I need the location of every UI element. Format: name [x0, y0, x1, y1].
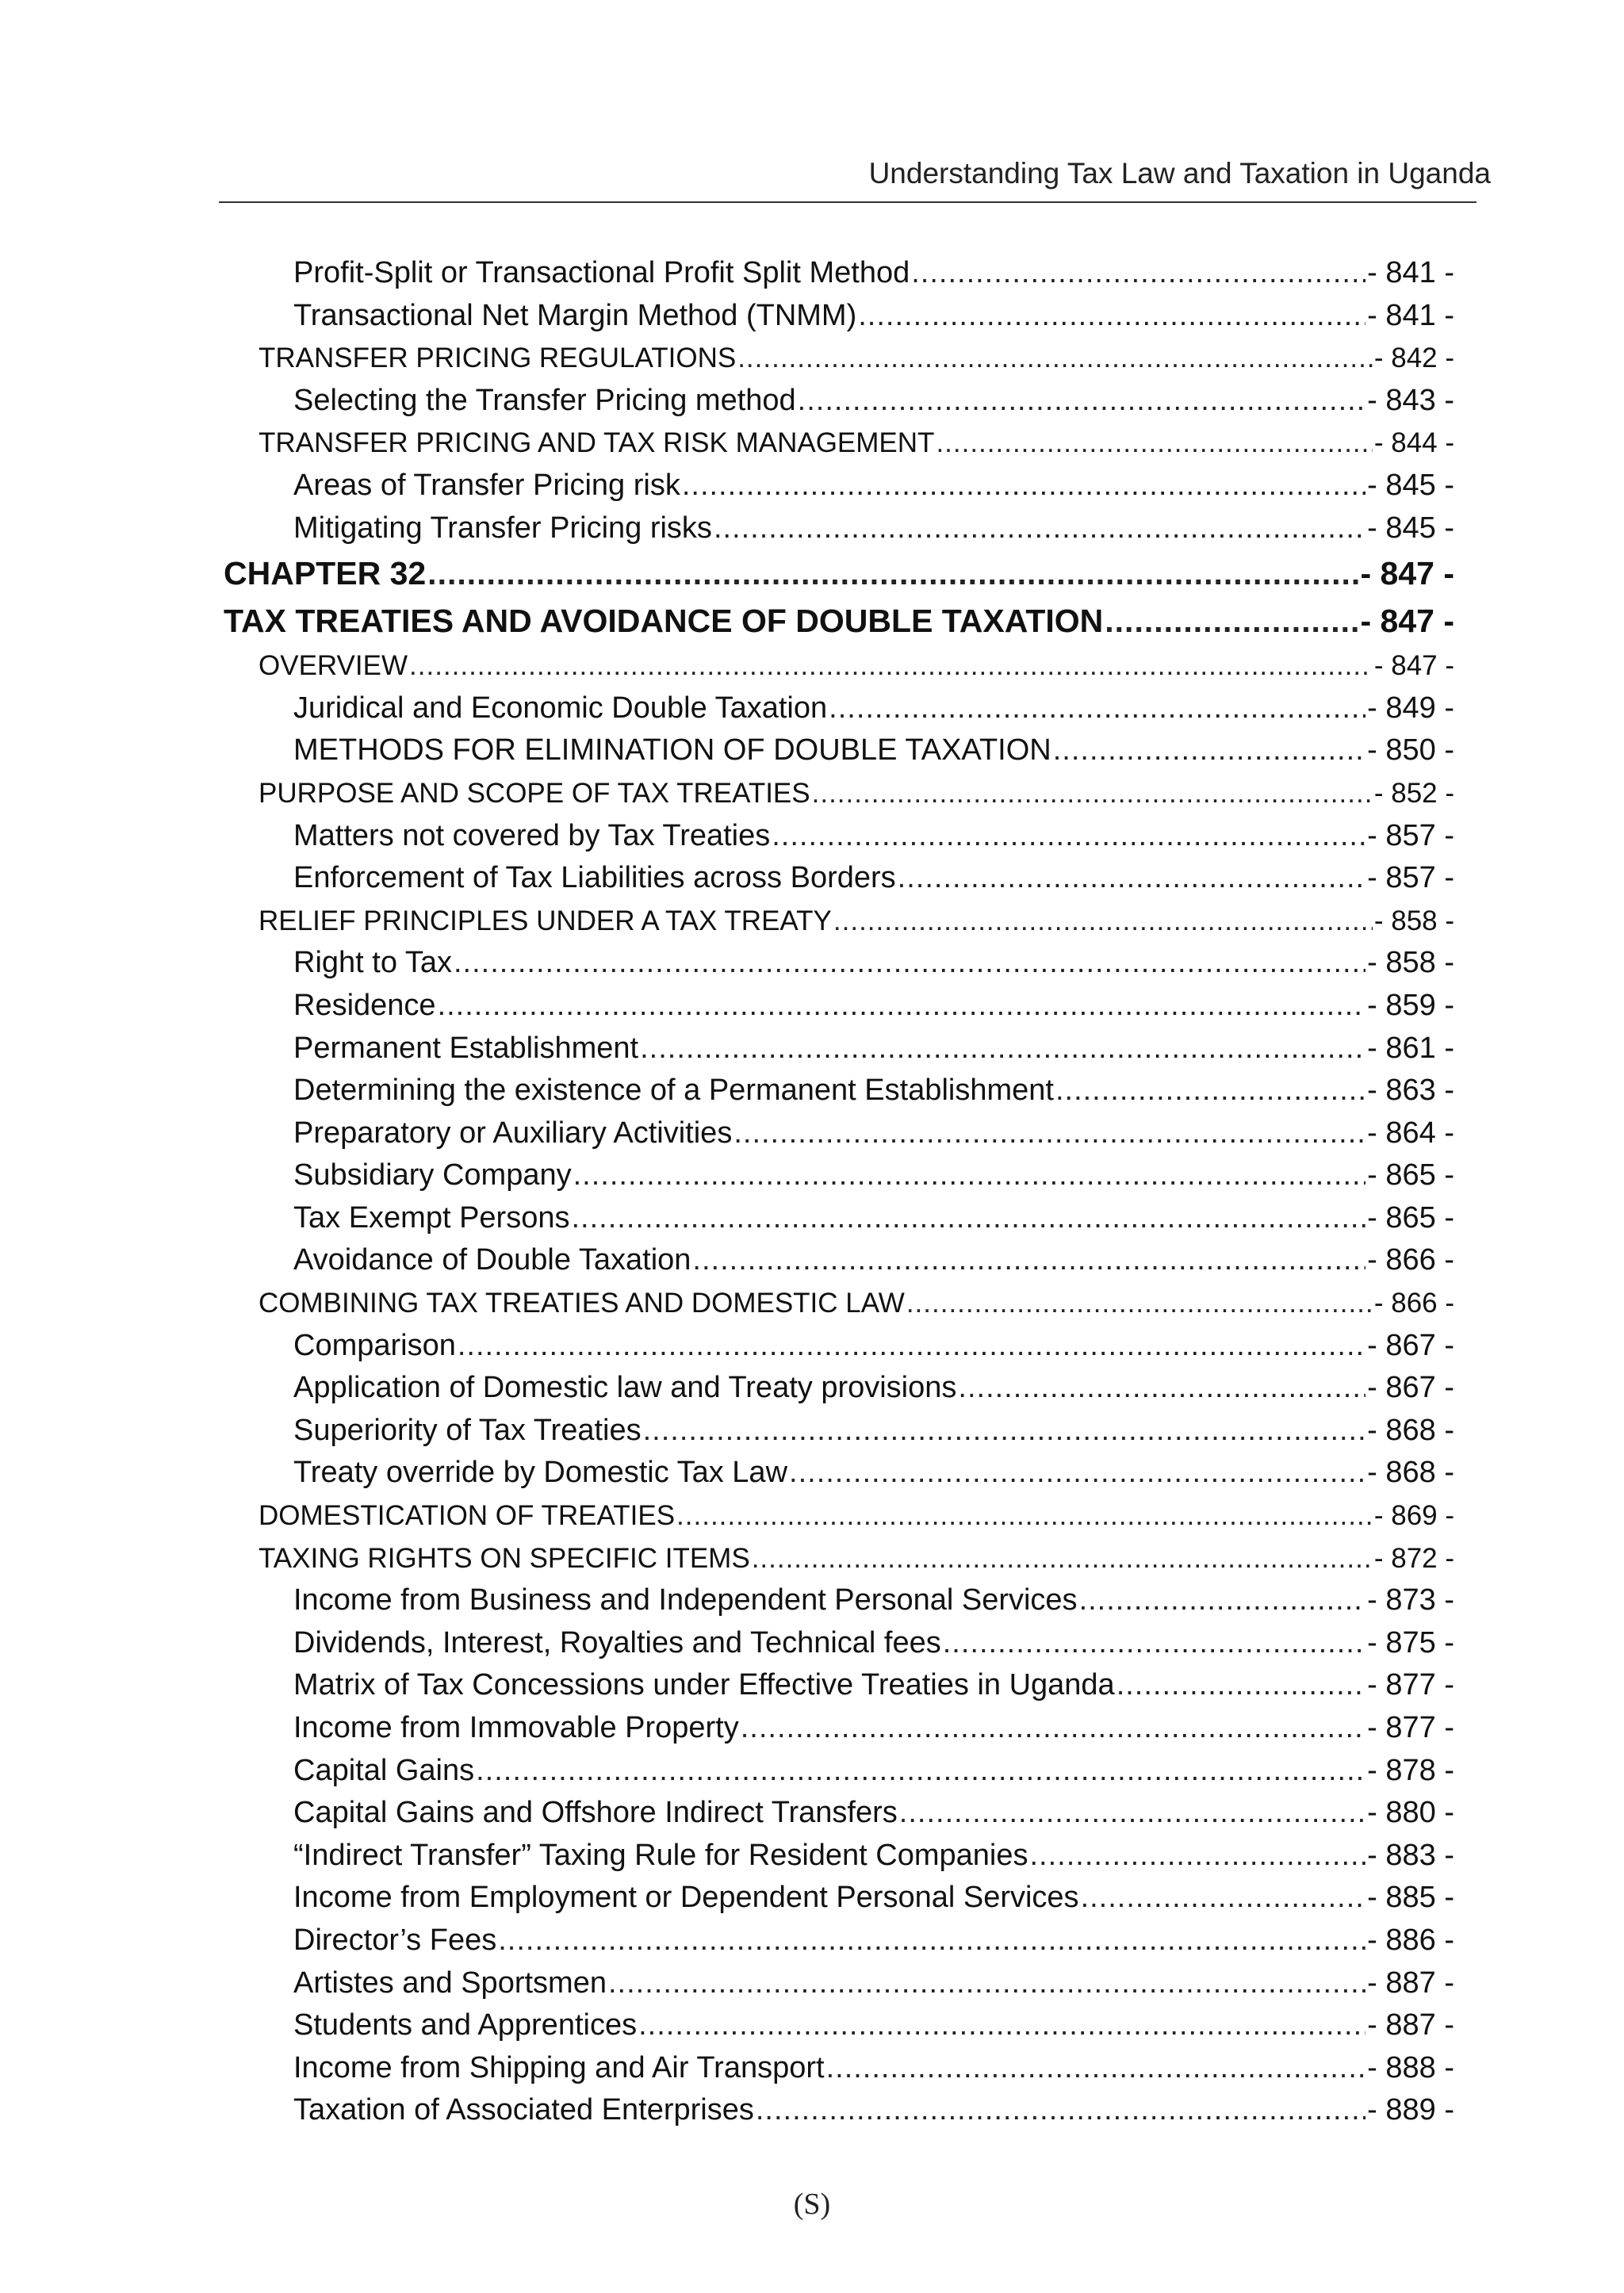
- toc-subsection-entry[interactable]: [224, 687, 1454, 730]
- toc-entry-title: Right to Tax: [293, 946, 452, 980]
- toc-subsection-entry[interactable]: [224, 1325, 1454, 1368]
- toc-entry-title: TAX TREATIES AND AVOIDANCE OF DOUBLE TAXATION: [224, 603, 1104, 640]
- table-of-contents: [224, 252, 1454, 2132]
- toc-entry-page: - 858 -: [1373, 905, 1454, 936]
- dot-leader: [789, 1452, 1365, 1495]
- dot-leader: [454, 942, 1365, 985]
- toc-entry-page: - 841 -: [1367, 298, 1454, 332]
- toc-entry-title: “Indirect Transfer” Taxing Rule for Resident Companies: [293, 1838, 1028, 1872]
- toc-entry-page: - 869 -: [1373, 1500, 1454, 1532]
- toc-entry-title: Superiority of Tax Treaties: [293, 1413, 642, 1447]
- dot-leader: [1053, 729, 1365, 772]
- toc-entry-page: - 844 -: [1373, 427, 1454, 459]
- toc-entry-title: Areas of Transfer Pricing risk: [293, 468, 680, 502]
- dot-leader: [638, 2004, 1365, 2047]
- toc-subsection-entry[interactable]: [224, 1962, 1454, 2005]
- dot-leader: [571, 1197, 1365, 1240]
- toc-entry-title: Director’s Fees: [293, 1923, 497, 1957]
- dot-leader: [714, 507, 1365, 550]
- toc-entry-page: - 865 -: [1367, 1200, 1454, 1235]
- dot-leader: [772, 815, 1365, 858]
- toc-entry-title: Profit-Split or Transactional Profit Split Method: [293, 256, 910, 289]
- toc-entry-page: - 886 -: [1367, 1923, 1454, 1957]
- dot-leader: [427, 549, 1358, 597]
- dot-leader: [458, 1325, 1365, 1368]
- toc-entry-title: Application of Domestic law and Treaty provisions: [293, 1371, 957, 1405]
- toc-entry-page: - 866 -: [1373, 1288, 1454, 1319]
- dot-leader: [573, 1154, 1366, 1197]
- dot-leader: [898, 857, 1366, 900]
- toc-subsection-entry[interactable]: [224, 1707, 1454, 1750]
- toc-subsection-entry[interactable]: [224, 1579, 1454, 1622]
- toc-subsection-entry[interactable]: [224, 1112, 1454, 1155]
- dot-leader: [1116, 1664, 1365, 1707]
- dot-leader: [733, 1112, 1365, 1155]
- toc-entry-page: - 864 -: [1367, 1116, 1454, 1150]
- toc-entry-page: - 887 -: [1367, 1966, 1454, 2000]
- toc-subsection-entry[interactable]: [224, 2047, 1454, 2090]
- dot-leader: [906, 1282, 1373, 1325]
- dot-leader: [1055, 1070, 1365, 1112]
- toc-entry-page: - 867 -: [1367, 1371, 1454, 1405]
- toc-section-entry[interactable]: [224, 645, 1454, 687]
- dot-leader: [943, 1622, 1365, 1665]
- toc-entry-title: METHODS FOR ELIMINATION OF DOUBLE TAXATION: [293, 733, 1051, 768]
- dot-leader: [438, 985, 1366, 1028]
- toc-entry-title: RELIEF PRINCIPLES UNDER A TAX TREATY: [259, 905, 832, 936]
- toc-entry-page: - 843 -: [1367, 383, 1454, 417]
- toc-entry-page: - 847 -: [1360, 555, 1454, 592]
- toc-entry-page: - 878 -: [1367, 1753, 1454, 1787]
- toc-section-entry[interactable]: [224, 1495, 1454, 1537]
- toc-section-entry[interactable]: [224, 337, 1454, 380]
- toc-subsection-entry[interactable]: [224, 2089, 1454, 2132]
- toc-entry-title: Capital Gains: [293, 1753, 475, 1787]
- toc-entry-page: - 857 -: [1367, 818, 1454, 852]
- toc-entry-title: TRANSFER PRICING REGULATIONS: [259, 343, 737, 374]
- toc-entry-title: Artistes and Sportsmen: [293, 1966, 607, 2000]
- dot-leader: [682, 465, 1365, 507]
- page-number: (S): [793, 2188, 831, 2221]
- toc-subsection-entry[interactable]: [224, 507, 1454, 550]
- dot-leader: [676, 1495, 1373, 1537]
- toc-subsection-entry[interactable]: [224, 857, 1454, 900]
- toc-entry-page: - 845 -: [1367, 511, 1454, 545]
- dot-leader: [958, 1367, 1365, 1410]
- toc-entry-page: - 841 -: [1367, 256, 1454, 289]
- dot-leader: [911, 252, 1365, 295]
- toc-entry-page: - 880 -: [1367, 1796, 1454, 1830]
- dot-leader: [692, 1239, 1365, 1282]
- toc-entry-page: - 859 -: [1367, 988, 1454, 1022]
- toc-subsection-entry[interactable]: [224, 252, 1454, 295]
- dot-leader: [829, 687, 1365, 730]
- toc-section-entry[interactable]: [224, 1282, 1454, 1325]
- toc-entry-page: - 873 -: [1367, 1583, 1454, 1617]
- toc-entry-page: - 868 -: [1367, 1456, 1454, 1490]
- toc-entry-title: DOMESTICATION OF TREATIES: [259, 1500, 676, 1532]
- toc-entry-page: - 852 -: [1373, 777, 1454, 809]
- toc-entry-page: - 850 -: [1367, 733, 1454, 768]
- toc-subsection-entry[interactable]: [224, 380, 1454, 423]
- toc-entry-page: - 868 -: [1367, 1413, 1454, 1447]
- toc-entry-page: - 885 -: [1367, 1881, 1454, 1915]
- toc-entry-title: TAXING RIGHTS ON SPECIFIC ITEMS: [259, 1542, 750, 1574]
- toc-entry-title: Preparatory or Auxiliary Activities: [293, 1116, 733, 1150]
- toc-entry-title: Taxation of Associated Enterprises: [293, 2093, 754, 2127]
- dot-leader: [936, 422, 1372, 465]
- toc-entry-page: - 857 -: [1367, 861, 1454, 895]
- toc-subsection-entry[interactable]: [224, 1239, 1454, 1282]
- toc-entry-page: - 863 -: [1367, 1074, 1454, 1108]
- toc-subsection-entry[interactable]: [224, 1750, 1454, 1793]
- toc-entry-page: - 865 -: [1367, 1158, 1454, 1192]
- dot-leader: [899, 1792, 1365, 1835]
- toc-entry-title: Transactional Net Margin Method (TNMM): [293, 298, 857, 332]
- toc-entry-title: Subsidiary Company: [293, 1158, 572, 1192]
- toc-subsection-entry[interactable]: [224, 1622, 1454, 1665]
- toc-subsection-entry[interactable]: [224, 1367, 1454, 1410]
- toc-entry-title: CHAPTER 32: [224, 555, 427, 592]
- toc-entry-title: Income from Employment or Dependent Personal Services: [293, 1881, 1079, 1915]
- toc-entry-page: - 867 -: [1367, 1328, 1454, 1362]
- toc-entry-title: Mitigating Transfer Pricing risks: [293, 511, 712, 545]
- dot-leader: [498, 1920, 1365, 1962]
- toc-entry-title: Matters not covered by Tax Treaties: [293, 818, 771, 852]
- dot-leader: [737, 337, 1373, 380]
- toc-entry-title: Avoidance of Double Taxation: [293, 1243, 691, 1277]
- dot-leader: [752, 1537, 1373, 1580]
- toc-subsection-entry[interactable]: [224, 1920, 1454, 1962]
- toc-entry-page: - 883 -: [1367, 1838, 1454, 1872]
- toc-entry-page: - 849 -: [1367, 691, 1454, 725]
- dot-leader: [1030, 1835, 1366, 1878]
- toc-entry-title: Residence: [293, 988, 436, 1022]
- toc-entry-page: - 847 -: [1360, 603, 1454, 640]
- toc-subsection-entry[interactable]: [224, 942, 1454, 985]
- dot-leader: [812, 772, 1373, 815]
- dot-leader: [1079, 1579, 1366, 1622]
- toc-entry-title: Selecting the Transfer Pricing method: [293, 383, 796, 417]
- toc-entry-page: - 858 -: [1367, 946, 1454, 980]
- toc-entry-title: Students and Apprentices: [293, 2008, 638, 2042]
- toc-entry-title: Income from Business and Independent Personal Services: [293, 1583, 1078, 1617]
- toc-subsection-entry[interactable]: [224, 1070, 1454, 1112]
- toc-subsection-entry[interactable]: [224, 1835, 1454, 1878]
- toc-subsection-entry[interactable]: [224, 1154, 1454, 1197]
- dot-leader: [643, 1410, 1366, 1453]
- dot-leader: [741, 1707, 1365, 1750]
- dot-leader: [833, 900, 1373, 943]
- toc-subsection-entry[interactable]: [224, 1410, 1454, 1453]
- toc-subsection-entry[interactable]: [224, 1197, 1454, 1240]
- toc-chapter-entry[interactable]: [224, 549, 1454, 597]
- toc-entry-title: COMBINING TAX TREATIES AND DOMESTIC LAW: [259, 1288, 905, 1319]
- toc-entry-page: - 889 -: [1367, 2093, 1454, 2127]
- toc-entry-title: Comparison: [293, 1328, 456, 1362]
- dot-leader: [756, 2089, 1365, 2132]
- dot-leader: [608, 1962, 1365, 2005]
- toc-subsection-entry[interactable]: [224, 1792, 1454, 1835]
- toc-entry-title: Determining the existence of a Permanent Establishment: [293, 1074, 1054, 1108]
- dot-leader: [826, 2047, 1366, 2090]
- toc-entry-page: - 875 -: [1367, 1625, 1454, 1659]
- toc-subsection-entry[interactable]: [224, 1664, 1454, 1707]
- toc-entry-title: TRANSFER PRICING AND TAX RISK MANAGEMENT: [259, 427, 935, 459]
- toc-subsection-entry[interactable]: [224, 2004, 1454, 2047]
- toc-entry-title: OVERVIEW: [259, 650, 408, 682]
- dot-leader: [1081, 1877, 1366, 1920]
- toc-subsection-entry[interactable]: [224, 1452, 1454, 1495]
- toc-entry-title: Income from Shipping and Air Transport: [293, 2050, 825, 2084]
- toc-entry-page: - 877 -: [1367, 1668, 1454, 1702]
- toc-entry-page: - 872 -: [1373, 1542, 1454, 1574]
- toc-entry-page: - 877 -: [1367, 1711, 1454, 1744]
- toc-subsection-entry[interactable]: [224, 985, 1454, 1028]
- toc-entry-title: Juridical and Economic Double Taxation: [293, 691, 828, 725]
- toc-entry-title: Enforcement of Tax Liabilities across Borders: [293, 861, 896, 895]
- toc-entry-page: - 847 -: [1373, 650, 1454, 682]
- toc-subsection-entry[interactable]: [224, 295, 1454, 338]
- dot-leader: [858, 295, 1365, 338]
- toc-subsection-entry[interactable]: [224, 729, 1454, 772]
- dot-leader: [476, 1750, 1365, 1793]
- toc-section-entry[interactable]: [224, 1537, 1454, 1580]
- toc-section-entry[interactable]: [224, 900, 1454, 943]
- toc-entry-title: Capital Gains and Offshore Indirect Transfers: [293, 1796, 898, 1830]
- toc-chapter-entry[interactable]: [224, 597, 1454, 645]
- toc-subsection-entry[interactable]: [224, 1877, 1454, 1920]
- toc-entry-page: - 866 -: [1367, 1243, 1454, 1277]
- toc-entry-page: - 845 -: [1367, 468, 1454, 502]
- toc-entry-title: PURPOSE AND SCOPE OF TAX TREATIES: [259, 777, 810, 809]
- dot-leader: [640, 1028, 1365, 1070]
- header-divider: [219, 201, 1477, 203]
- dot-leader: [1105, 597, 1358, 645]
- toc-entry-page: - 887 -: [1367, 2008, 1454, 2042]
- toc-entry-title: Tax Exempt Persons: [293, 1200, 570, 1235]
- toc-entry-title: Matrix of Tax Concessions under Effective Treaties in Uganda: [293, 1668, 1115, 1702]
- toc-entry-title: Treaty override by Domestic Tax Law: [293, 1456, 788, 1490]
- toc-subsection-entry[interactable]: [224, 1028, 1454, 1070]
- toc-entry-page: - 888 -: [1367, 2050, 1454, 2084]
- toc-entry-page: - 861 -: [1367, 1031, 1454, 1065]
- toc-entry-page: - 842 -: [1373, 343, 1454, 374]
- dot-leader: [798, 380, 1366, 423]
- toc-entry-title: Income from Immovable Property: [293, 1711, 739, 1744]
- toc-entry-title: Permanent Establishment: [293, 1031, 639, 1065]
- dot-leader: [409, 645, 1373, 687]
- toc-subsection-entry[interactable]: [224, 815, 1454, 858]
- toc-section-entry[interactable]: [224, 422, 1454, 465]
- toc-entry-title: Dividends, Interest, Royalties and Technical fees: [293, 1625, 941, 1659]
- header-title: Understanding Tax Law and Taxation in Uganda: [868, 157, 1491, 189]
- toc-subsection-entry[interactable]: [224, 465, 1454, 507]
- toc-section-entry[interactable]: [224, 772, 1454, 815]
